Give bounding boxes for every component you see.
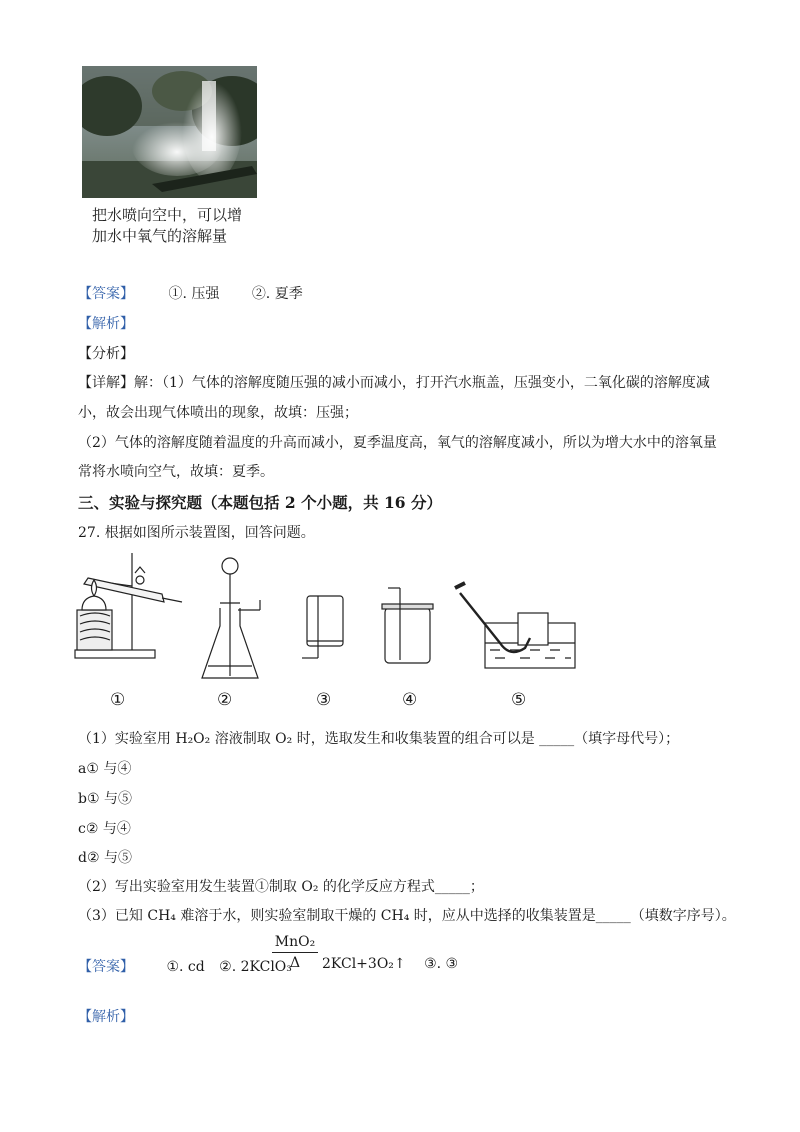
option-b: b① 与⑤ (78, 791, 132, 807)
heat-label: Δ (289, 955, 301, 971)
analysis-tag: 【解析】 (78, 1009, 134, 1025)
photo-caption-line: 加水中氧气的溶解量 (92, 227, 228, 245)
reaction-arrow-line (272, 952, 318, 953)
detail-line-2: 小，故会出现气体喷出的现象，故填：压强； (78, 405, 358, 421)
sub-question-2: （2）写出实验室用发生装置①制取 O₂ 的化学反应方程式_____； (78, 879, 484, 895)
answer-item: ②. 2KClO₃ (219, 959, 292, 975)
detail-text: 解：（1）气体的溶解度随压强的减小而减小，打开汽水瓶盖，压强变小，二氧化碳的溶解度减 (134, 375, 710, 391)
answer-item: ③. ③ (424, 956, 459, 972)
catalyst-label: MnO₂ (274, 934, 316, 950)
answer-tag: 【答案】 (78, 959, 134, 975)
sub-question-3: （3）已知 CH₄ 难溶于水，则实验室制取干燥的 CH₄ 时，应从中选择的收集装置是_____（填数字序号）。 (78, 908, 736, 924)
question-27: 27. 根据如图所示装置图，回答问题。 (78, 525, 315, 541)
apparatus-label-3: ③ (316, 690, 332, 710)
section-heading: 三、实验与探究题（本题包括 2 个小题，共 16 分） (78, 493, 442, 512)
answer-item: ①. 压强 (168, 286, 220, 302)
detail-line-3: （2）气体的溶解度随着温度的升高而减小，夏季温度高，氧气的溶解度减小，所以为增大水中的溶氧量 (78, 435, 717, 451)
apparatus-5-drawing (455, 583, 575, 668)
answer-item: ①. cd (166, 959, 205, 975)
answer-tag: 【答案】 (78, 286, 134, 302)
detail-tag: 【详解】 (78, 375, 134, 391)
analysis-tag: 【解析】 (78, 316, 134, 332)
detail-line-1 (78, 372, 710, 392)
fountain-photo (82, 66, 257, 198)
answer-row-2-tail (322, 956, 458, 972)
option-d: d② 与⑤ (78, 850, 132, 866)
answer-row-1 (78, 283, 303, 303)
reaction-condition (272, 934, 318, 971)
photo-caption-line: 把水喷向空中，可以增 (92, 206, 243, 224)
option-a: a① 与④ (78, 761, 132, 777)
apparatus-label-5: ⑤ (511, 690, 527, 710)
sub-question-1: （1）实验室用 H₂O₂ 溶液制取 O₂ 时，选取发生和收集装置的组合可以是 _____（填字母代号）； (78, 731, 680, 747)
photo-caption (92, 205, 242, 247)
answer-row-2 (78, 956, 292, 976)
apparatus-figure (70, 548, 590, 713)
detail-line-4: 常将水喷向空气，故填：夏季。 (78, 464, 274, 480)
apparatus-1-drawing (75, 553, 182, 658)
apparatus-2-drawing (202, 558, 260, 678)
answer-item: ②. 夏季 (251, 286, 303, 302)
apparatus-4-drawing (382, 588, 433, 663)
apparatus-3-drawing (302, 596, 343, 658)
option-c: c② 与④ (78, 821, 131, 837)
apparatus-label-1: ① (110, 690, 126, 710)
equation-products: 2KCl+3O₂↑ (322, 956, 406, 972)
apparatus-label-2: ② (217, 690, 233, 710)
fenxi-tag: 【分析】 (78, 346, 134, 362)
apparatus-label-4: ④ (402, 690, 418, 710)
